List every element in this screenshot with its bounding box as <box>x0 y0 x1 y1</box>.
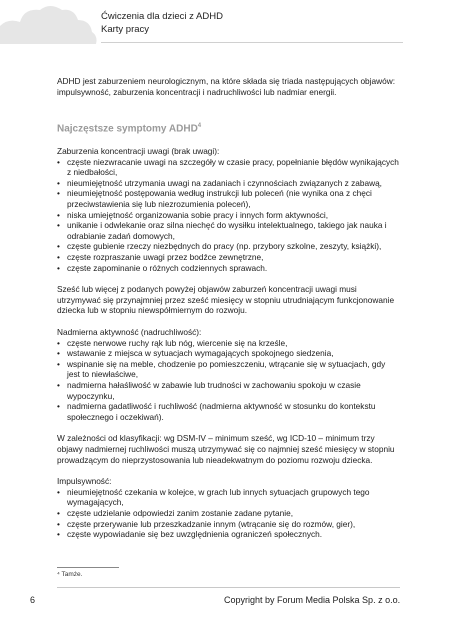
list-item: • nadmierna hałaśliwość w zabawie lub trudności w zachowaniu spokoju w czasie wypoczynku, <box>57 380 400 401</box>
list-item: • niska umiejętność organizowania sobie pracy i innych form aktywności, <box>57 210 400 221</box>
footnote-ref: 4 <box>197 123 202 130</box>
attention-heading: Zaburzenia koncentracji uwagi (brak uwagi): <box>57 146 220 157</box>
list-item: • częste zapominanie o różnych codziennych sprawach. <box>57 263 400 274</box>
footnote: ⁴ Tamże. <box>57 571 83 578</box>
main-content <box>57 76 400 540</box>
section-title: Najczęstsze symptomy ADHD$^4$ <box>57 123 202 135</box>
list-item: • unikanie i odwlekanie oraz silna niechęć do wysiłku intelektualnego, takiego jak nauka i odrabianie zadań domowych, <box>57 220 400 241</box>
list-item: • nieumiejętność utrzymania uwagi na zadaniach i czynnościach związanych z zabawą, <box>57 178 400 189</box>
page-number: 6 <box>30 595 36 605</box>
list-item: • nieumiejętność postępowania według instrukcji lub poleceń (nie wynika ona z chęci przeciwstawienia się lub niezrozumienia poleceń), <box>57 188 400 209</box>
list-item: • częste nerwowe ruchy rąk lub nóg, wiercenie się na krześle, <box>57 338 400 349</box>
attention-paragraph: Sześć lub więcej z podanych powyżej objawów zaburzeń koncentracji uwagi musi utrzymywać się przynajmniej przez sześć miesięcy w stopniu utrudniającym funkcjonowanie dziecka lub w stopniu niewspółmiernym do rozwoju. <box>57 284 395 316</box>
list-item: • wspinanie się na meble, chodzenie po pomieszczeniu, wtrącanie się w sytuacjach, gdy jest to niewłaściwe, <box>57 359 400 380</box>
header-divider <box>101 42 403 43</box>
list-item: • częste przerywanie lub przeszkadzanie innym (wtrącanie się do rozmów, gier), <box>57 519 400 530</box>
header-subtitle: Karty pracy <box>101 24 150 35</box>
list-item: • częste rozpraszanie uwagi przez bodźce zewnętrzne, <box>57 252 400 263</box>
list-item: • częste udzielanie odpowiedzi zanim zostanie zadane pytanie, <box>57 508 400 519</box>
footer-divider <box>57 587 400 588</box>
impulsivity-list <box>57 487 400 540</box>
list-item: • częste gubienie rzeczy niezbędnych do pracy (np. przybory szkolne, zeszyty, książki), <box>57 241 400 252</box>
hyperactivity-heading: Nadmierna aktywność (nadruchliwość): <box>57 327 202 338</box>
impulsivity-heading: Impulsywność: <box>57 476 112 487</box>
list-item: • nadmierna gadatliwość i ruchliwość (nadmierna aktywność w stosunku do kontekstu społecznego i oczekiwań). <box>57 401 400 422</box>
attention-list <box>57 157 400 274</box>
header-title: Ćwiczenia dla dzieci z ADHD <box>101 11 223 22</box>
copyright-text: Copyright by Forum Media Polska Sp. z o.o. <box>224 595 401 605</box>
list-item: • częste niezwracanie uwagi na szczegóły w czasie pracy, popełnianie błędów wynikających z niedbałości, <box>57 157 400 178</box>
classification-paragraph: W zależności od klasyfikacji: wg DSM-IV – minimum sześć, wg ICD-10 – minimum trzy objawy nadmiernej ruchliwości muszą utrzymywać się co najmniej sześć miesięcy w stopniu prowadzącym do nieprzystosowania lub nieadekwatnym do poziomu rozwoju dziecka. <box>57 433 395 465</box>
cloud-icon <box>0 0 100 50</box>
list-item: • wstawanie z miejsca w sytuacjach wymagających spokojnego siedzenia, <box>57 348 400 359</box>
hyperactivity-list <box>57 338 400 423</box>
intro-paragraph: ADHD jest zaburzeniem neurologicznym, na które składa się triada następujących objawów: impulsywność, zaburzenia koncentracji i nadruchliwości lub nadmiar energii. <box>57 76 396 97</box>
page-header <box>0 0 450 64</box>
list-item: • częste wypowiadanie się bez uwzględnienia ograniczeń społecznych. <box>57 529 400 540</box>
footnote-divider <box>57 567 119 568</box>
list-item: • nieumiejętność czekania w kolejce, w grach lub innych sytuacjach grupowych tego wymagających, <box>57 487 400 508</box>
